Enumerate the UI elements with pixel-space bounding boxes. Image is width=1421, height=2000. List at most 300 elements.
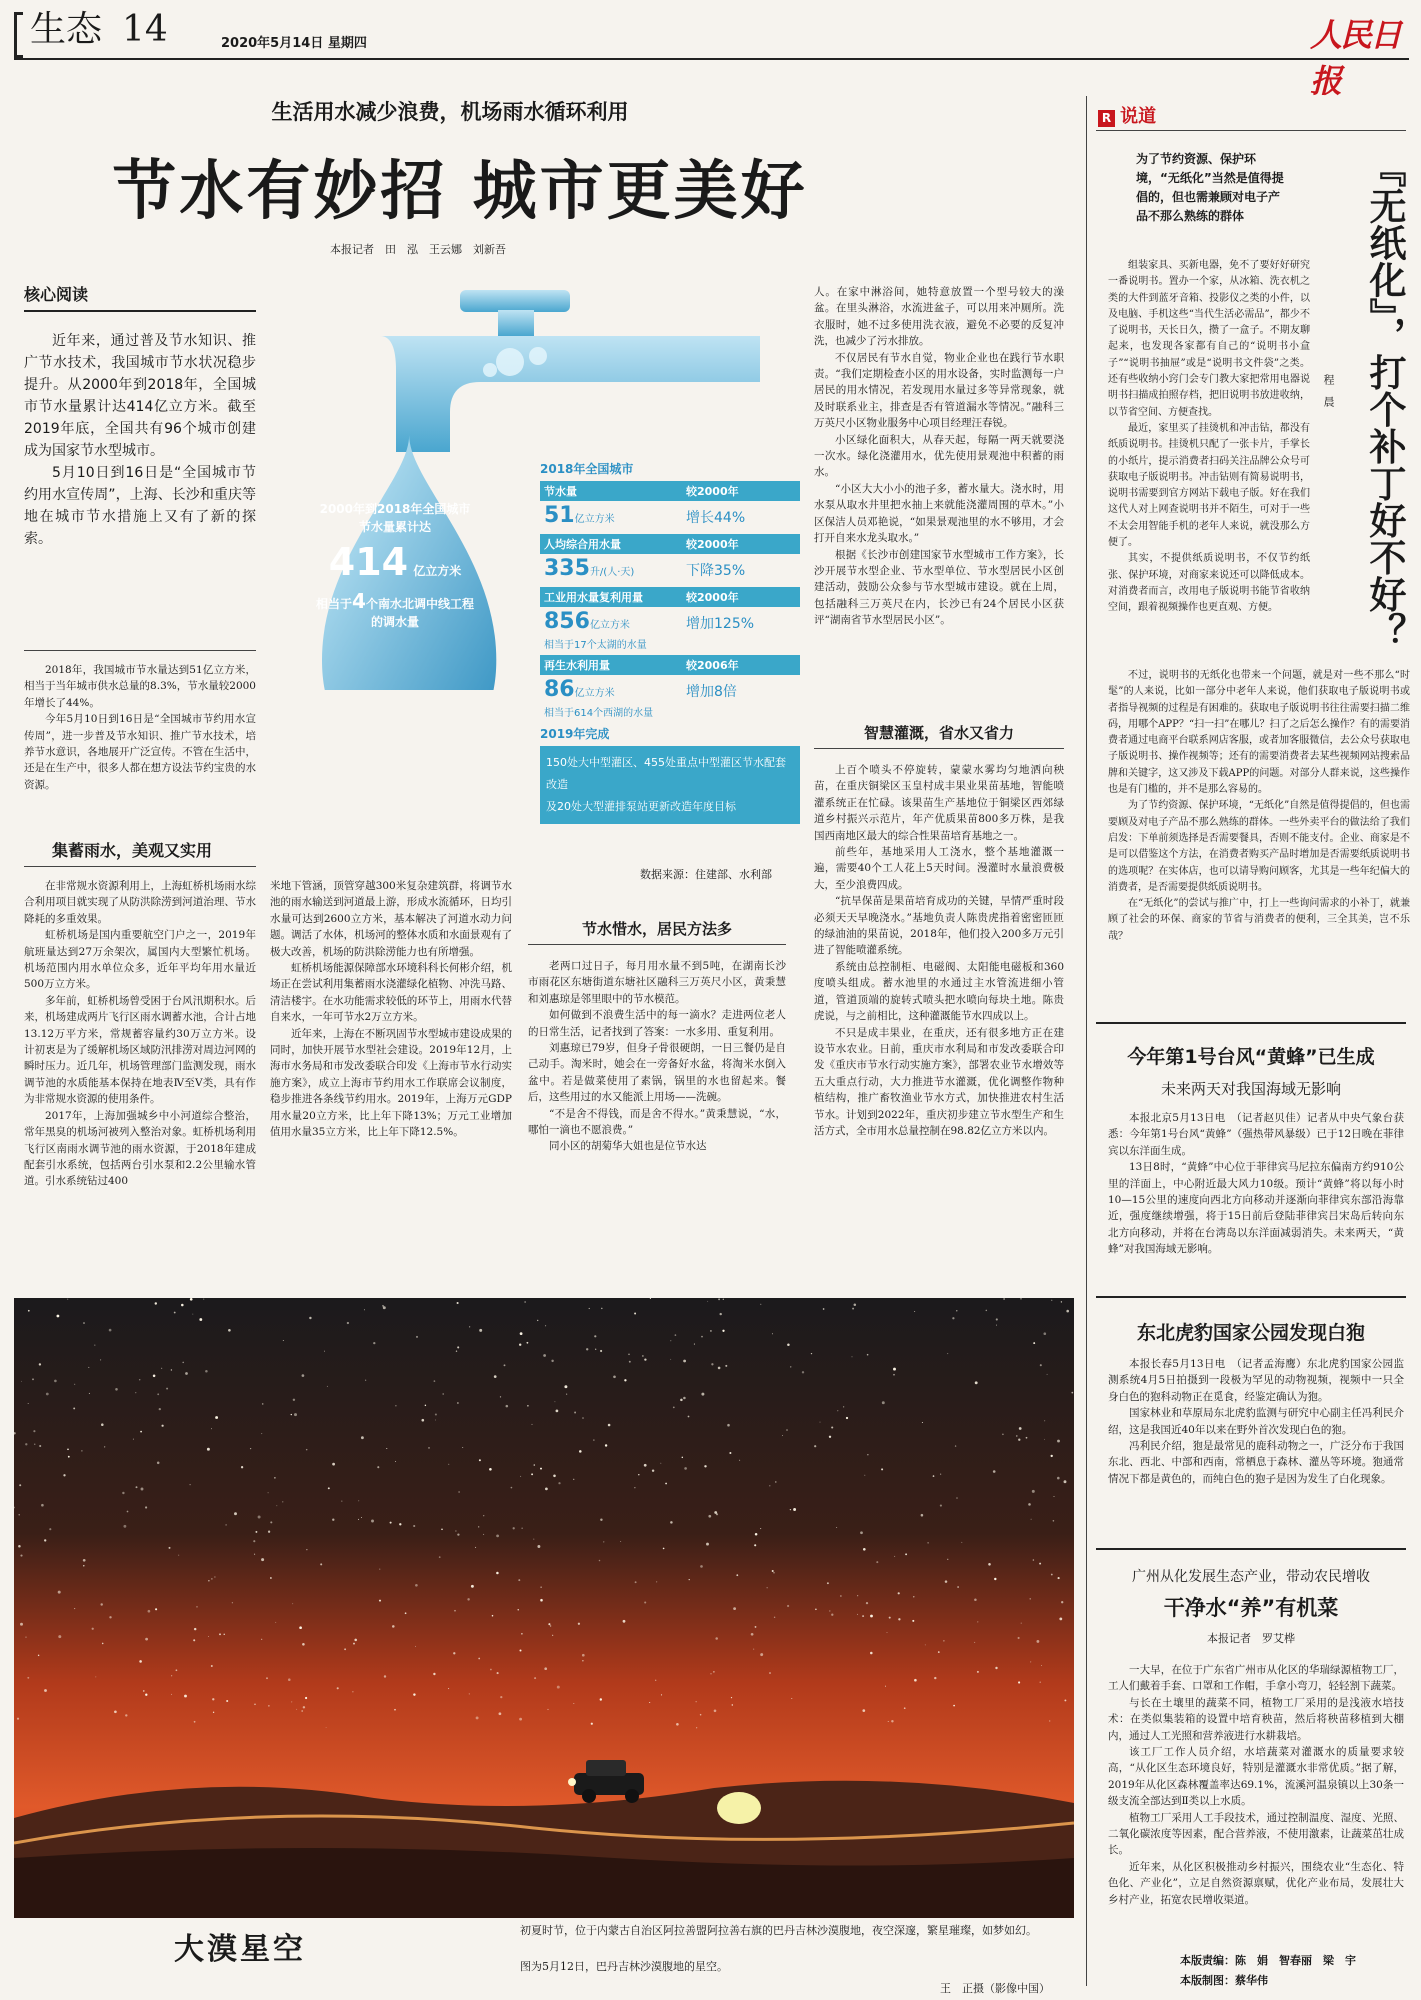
star: [769, 1485, 770, 1486]
col4-p: “小区大大小小的池子多，蓄水量大。浇水时，用水泵从取水井里把水抽上来就能浇灌周围的草木。”小区保洁人员邓艳说，“如果景观池里的水不够用，才会打开自来水龙头取水。”: [814, 482, 1064, 545]
star: [603, 1541, 604, 1542]
sec1-col1: [24, 878, 256, 1282]
star: [386, 1448, 387, 1449]
star: [341, 1500, 342, 1501]
star: [448, 1688, 449, 1689]
veg-byline: 本报记者 罗艾桦: [1207, 1632, 1295, 1645]
star: [320, 1563, 322, 1565]
star: [682, 1457, 683, 1458]
star: [81, 1450, 82, 1451]
star: [628, 1353, 630, 1355]
veg-kicker: 广州从化发展生态产业，带动农民增收: [1132, 1569, 1370, 1585]
issue-date: 2020年5月14日 星期四: [221, 36, 367, 51]
star: [489, 1468, 492, 1471]
star: [159, 1408, 161, 1410]
star: [270, 1577, 272, 1579]
stat-number: 51: [544, 503, 575, 528]
star: [977, 1671, 979, 1673]
column-p: 不过，说明书的无纸化也带来一个问题，就是对一些不那么“时髦”的人来说，比如一部分中老年人来说，他们获取电子版说明书或者指导视频的过程是有困难的。获取电子版说明书往往需要扫描二维码，用哪个APP？“扫一扫”在哪儿？扫了之后怎么操作？有的需要消费者通过电商平台联系网店客服，或者加客服微信，去公众号获取电子版说明书、操作视频等；还有的需要消费者去某些视频网站搜索品牌和关键字，这又涉及下载APP的问题。对部分人群来说，这些操作也是有门槛的，并不是那么容易的。: [1108, 670, 1410, 796]
star: [324, 1351, 325, 1352]
stats-table: [540, 460, 800, 824]
star: [836, 1527, 837, 1528]
drop-stats: [300, 500, 490, 631]
star: [518, 1609, 519, 1610]
core-bottom-rule: [24, 650, 256, 651]
star: [95, 1676, 96, 1677]
star: [1071, 1392, 1073, 1394]
star: [831, 1614, 833, 1616]
star: [725, 1365, 727, 1367]
sec1-c2-p: 虹桥机场能源保障部水环境科科长何彬介绍，机场正在尝试利用集蓄雨水浇灌绿化植物、冲洗马路、清洁楼宇。在水功能需求较低的环节上，用雨水代替自来水，一年可节水2万立方米。: [270, 962, 512, 1024]
star: [898, 1618, 900, 1620]
star: [732, 1704, 733, 1705]
star: [644, 1601, 646, 1603]
star: [58, 1591, 61, 1594]
star: [143, 1690, 144, 1691]
star: [442, 1393, 444, 1395]
column-p: 其实，不提供纸质说明书，不仅节约纸张、保护环境，对商家来说还可以降低成本。对消费者而言，改用电子版说明书能节省收纳空间，跟着视频操作也更直观、方便。: [1108, 553, 1310, 614]
star: [661, 1694, 662, 1695]
star: [496, 1535, 499, 1538]
star: [605, 1444, 607, 1446]
star: [136, 1486, 138, 1488]
col4-b-p: 前些年，基地采用人工浇水，整个基地灌溉一遍，需要40个工人花上5天时间。漫灌时水量浪费极大，至少浪费四成。: [814, 846, 1064, 891]
stat-row: [540, 587, 800, 651]
star: [689, 1579, 690, 1580]
star: [540, 1468, 542, 1470]
lead-intro-p1: 2018年，我国城市节水量达到51亿立方米，相当于当年城市供水总量的8.3%，节水量较2000年增长了44%。: [24, 664, 256, 709]
star: [1053, 1520, 1055, 1522]
star: [190, 1298, 193, 1301]
star: [283, 1340, 284, 1341]
stat-unit: 亿立方米: [574, 688, 615, 699]
star: [727, 1424, 730, 1427]
star: [433, 1673, 435, 1675]
star: [479, 1459, 481, 1461]
star: [266, 1677, 268, 1679]
star: [57, 1315, 60, 1318]
star: [673, 1407, 675, 1409]
star: [1002, 1433, 1004, 1435]
star: [214, 1576, 215, 1577]
star: [772, 1570, 774, 1572]
star: [153, 1375, 156, 1378]
star: [1058, 1577, 1060, 1579]
star: [595, 1349, 596, 1350]
sec2-rule: [528, 944, 786, 945]
lead-intro-p2: 今年5月10日到16日是“全国城市节约用水宣传周”，进一步普及节水知识、推广节水技术，培养节水意识，各地展开广泛宣传。不管在生活中，还是在生产中，很多人都在想方设法节约宝贵的水资源。: [24, 713, 256, 791]
star: [862, 1709, 865, 1712]
star: [755, 1533, 758, 1536]
star: [469, 1326, 470, 1327]
star: [867, 1354, 869, 1356]
star: [888, 1721, 889, 1722]
star: [328, 1487, 330, 1489]
star: [957, 1586, 959, 1588]
star: [68, 1456, 70, 1458]
star: [594, 1335, 596, 1337]
tag-rule: [1096, 130, 1406, 131]
star: [655, 1680, 656, 1681]
star: [299, 1626, 302, 1629]
star: [582, 1417, 584, 1419]
star: [782, 1435, 783, 1436]
star: [574, 1412, 576, 1414]
star: [601, 1308, 603, 1310]
star: [947, 1559, 948, 1560]
drop-title: 2000年到2018年全国城市节水量累计达: [319, 502, 471, 534]
veg-p: 与长在土壤里的蔬菜不同，植物工厂采用的是浅液水培技术：在类似集装箱的设置中培育秧苗，然后将秧苗移植到大棚内，通过人工光照和营养液进行水耕栽培。: [1108, 1696, 1404, 1742]
star: [395, 1405, 396, 1406]
star: [1018, 1439, 1020, 1441]
star: [537, 1545, 540, 1548]
star: [428, 1447, 430, 1449]
star: [537, 1320, 538, 1321]
sec1-c2-p: 米地下管涵，顶管穿越300米复杂建筑群，将调节水池的雨水输送到河道最上游，形成水流循环，日均引水量可达到2600立方米，基本解决了河道水动力问题。调活了水体，机场河的整体水质和水面景观有了极大改善，机场的防洪除涝能力也有所增强。: [270, 880, 512, 958]
star: [309, 1317, 311, 1319]
star: [109, 1616, 111, 1618]
star: [125, 1714, 127, 1716]
sec1-c1-p: 虹桥机场是国内重要航空门户之一，2019年航班量达到27万余架次，属国内大型繁忙机场。机场范围内用水单位众多，近年平均年用水量近500万立方米。: [24, 929, 256, 991]
star: [723, 1299, 724, 1300]
star: [1026, 1437, 1028, 1439]
star: [181, 1304, 184, 1307]
star: [373, 1342, 375, 1344]
star: [582, 1654, 585, 1657]
star: [600, 1350, 602, 1352]
star: [207, 1448, 210, 1451]
star: [714, 1710, 717, 1713]
star: [441, 1529, 443, 1531]
star: [860, 1531, 863, 1534]
star: [416, 1336, 418, 1338]
veg-title: 干净水“养”有机菜: [1163, 1596, 1339, 1620]
star: [171, 1369, 172, 1370]
star: [996, 1325, 997, 1326]
star: [46, 1393, 49, 1396]
star: [377, 1466, 379, 1468]
star: [552, 1635, 553, 1636]
star: [1036, 1640, 1039, 1643]
star: [862, 1615, 864, 1617]
star: [500, 1696, 502, 1698]
star: [701, 1393, 704, 1396]
stat-label: 工业用水量复利用量: [544, 591, 643, 604]
star: [977, 1621, 978, 1622]
star: [145, 1506, 147, 1508]
star: [773, 1572, 774, 1573]
star: [927, 1542, 928, 1543]
star: [332, 1519, 334, 1521]
star: [1039, 1563, 1041, 1565]
star: [453, 1652, 455, 1654]
star: [760, 1304, 761, 1305]
star: [41, 1504, 44, 1507]
star: [905, 1553, 907, 1555]
header-bar: [14, 8, 1414, 100]
star: [961, 1542, 962, 1543]
star: [475, 1547, 476, 1548]
star: [786, 1429, 788, 1431]
star: [820, 1422, 821, 1423]
star: [383, 1306, 386, 1309]
star: [455, 1530, 456, 1531]
faucet-body: [380, 336, 760, 452]
star: [720, 1313, 722, 1315]
star: [145, 1638, 148, 1641]
star: [582, 1660, 583, 1661]
star: [787, 1605, 789, 1607]
star: [139, 1379, 140, 1380]
stat-number: 335: [544, 556, 590, 581]
star: [275, 1622, 276, 1623]
star: [623, 1620, 626, 1623]
star: [504, 1364, 506, 1366]
star: [19, 1484, 21, 1486]
star: [791, 1698, 792, 1699]
stat-compare: 较2000年: [686, 538, 739, 551]
stat-compare: 较2000年: [686, 485, 739, 498]
star: [881, 1468, 883, 1470]
star: [815, 1608, 817, 1610]
star: [169, 1547, 171, 1549]
stat-delta: 增加125%: [686, 616, 755, 632]
star: [1018, 1637, 1020, 1639]
star: [413, 1693, 415, 1695]
star: [83, 1565, 84, 1566]
star: [532, 1424, 533, 1425]
star: [710, 1330, 712, 1332]
star: [21, 1381, 22, 1382]
star: [634, 1313, 636, 1315]
typhoon-title: 今年第1号台风“黄蜂”已生成: [1127, 1046, 1375, 1068]
star: [1051, 1455, 1053, 1457]
star: [354, 1639, 357, 1642]
star: [519, 1344, 521, 1346]
star: [608, 1424, 611, 1427]
star: [192, 1314, 193, 1315]
star: [684, 1467, 687, 1470]
star: [139, 1660, 142, 1663]
star: [193, 1639, 195, 1641]
star: [254, 1554, 255, 1555]
star: [122, 1492, 124, 1494]
sec2-title: 节水惜水，居民方法多: [581, 920, 732, 938]
star: [92, 1628, 94, 1630]
star: [213, 1712, 214, 1713]
star: [922, 1422, 923, 1423]
star: [660, 1463, 661, 1464]
star: [234, 1512, 237, 1515]
star: [171, 1675, 172, 1676]
star: [194, 1721, 196, 1723]
star: [885, 1686, 886, 1687]
star: [644, 1464, 647, 1467]
tag-icon: R: [1098, 110, 1115, 127]
stat-number: 856: [544, 609, 590, 634]
star: [1041, 1665, 1042, 1666]
veg-body: [1108, 1662, 1404, 1930]
star: [462, 1447, 463, 1448]
star: [553, 1475, 556, 1478]
sec1-col2: [270, 878, 512, 1282]
star: [589, 1308, 590, 1309]
star: [83, 1322, 85, 1324]
leopard-p: 国家林业和草原局东北虎豹监测与研究中心副主任冯利民介绍，这是我国近40年以来在野外首次发现白色的狍。: [1108, 1407, 1404, 1436]
stat-row: [540, 655, 800, 719]
star: [261, 1558, 264, 1561]
star: [44, 1539, 46, 1541]
star: [73, 1407, 75, 1409]
col4-rule: [814, 748, 1064, 749]
photo-caption-2: 图为5月12日，巴丹吉林沙漠腹地的星空。: [520, 1960, 728, 1973]
star: [268, 1705, 269, 1706]
star: [993, 1470, 996, 1473]
star: [700, 1565, 703, 1568]
stat-header: [540, 481, 800, 501]
star: [114, 1710, 117, 1713]
star: [405, 1612, 407, 1614]
star: [215, 1416, 218, 1419]
star: [232, 1602, 233, 1603]
star: [540, 1587, 541, 1588]
star: [494, 1375, 497, 1378]
star: [934, 1677, 936, 1679]
col4-sec-title: 智慧灌溉，省水又省力: [863, 724, 1014, 742]
star: [649, 1702, 650, 1703]
star: [893, 1368, 896, 1371]
star: [439, 1556, 441, 1558]
star: [74, 1608, 75, 1609]
star: [435, 1420, 436, 1421]
y2019-label: 2019年完成: [540, 727, 610, 741]
star: [32, 1378, 34, 1380]
star: [652, 1469, 654, 1471]
star: [1031, 1519, 1032, 1520]
star: [731, 1697, 732, 1698]
star: [226, 1700, 228, 1702]
column-title: 『无纸化』，打个补丁好不好？: [1363, 150, 1407, 650]
star: [680, 1399, 683, 1402]
star: [887, 1632, 888, 1633]
drop-note: [300, 589, 490, 631]
star: [1043, 1332, 1046, 1335]
star: [1057, 1440, 1060, 1443]
sec2-p: 刘惠琼已79岁，但身子骨很硬朗，一日三餐仍是自己动手。淘米时，她会在一旁备好水盆，将淘米水倒入盆中。若是做菜使用了素锅，锅里的水也留起来。餐后，这些用过的水又能派上用场——洗碗。: [528, 1042, 786, 1104]
star: [573, 1479, 574, 1480]
star: [707, 1301, 708, 1302]
star: [513, 1527, 515, 1529]
star: [1021, 1623, 1022, 1624]
page-number: 14: [122, 9, 168, 50]
star: [228, 1329, 231, 1332]
star: [294, 1413, 297, 1416]
star: [492, 1615, 494, 1617]
star: [394, 1709, 396, 1711]
star: [940, 1505, 942, 1507]
star: [268, 1492, 269, 1493]
star: [211, 1428, 212, 1429]
star: [866, 1602, 868, 1604]
star: [811, 1353, 812, 1354]
star: [573, 1703, 574, 1704]
star: [457, 1402, 459, 1404]
star: [205, 1370, 208, 1373]
column-tag: [1098, 102, 1156, 128]
star: [863, 1548, 866, 1551]
star: [994, 1578, 996, 1580]
star: [551, 1360, 553, 1362]
star: [127, 1511, 129, 1513]
star: [676, 1723, 679, 1726]
star: [225, 1524, 227, 1526]
star: [635, 1581, 637, 1583]
star: [306, 1449, 308, 1451]
star: [1030, 1598, 1031, 1599]
star: [457, 1346, 459, 1348]
star: [115, 1388, 118, 1391]
star: [1033, 1559, 1035, 1561]
star: [261, 1639, 262, 1640]
star: [988, 1563, 991, 1566]
stat-values: [540, 554, 800, 583]
star: [760, 1528, 761, 1529]
star: [254, 1704, 256, 1706]
star: [831, 1426, 833, 1428]
sec2-p: 如何做到不浪费生活中的每一滴水？走进两位老人的日常生活，记者找到了答案：一水多用、重复利用。: [528, 1009, 786, 1038]
star: [772, 1333, 773, 1334]
leopard-title: 东北虎豹国家公园发现白狍: [1136, 1322, 1365, 1344]
col4-b-p: 上百个喷头不停旋转，蒙蒙水雾均匀地洒向秧苗，在重庆铜梁区玉皇村成丰果业果苗基地，智能喷灌系统正在忙碌。该果苗生产基地位于铜梁区西郊绿道乡村振兴示范片，年产优质果苗800多万株，是我国西南地区最大的综合性果苗培育基地之一。: [814, 764, 1064, 842]
star: [1064, 1480, 1067, 1483]
star: [379, 1600, 381, 1602]
star: [790, 1509, 791, 1510]
y2019-line1: 150处大中型灌区、455处重点中型灌区节水配套改造: [546, 756, 786, 791]
veg-p: 近年来，从化区积极推动乡村振兴，围绕农业“生态化、特色化、产业化”，立足自然资源禀赋，优化产业布局，发展壮大乡村产业，拓宽农民增收渠道。: [1108, 1860, 1404, 1906]
star: [302, 1374, 305, 1377]
star: [361, 1436, 364, 1439]
star: [479, 1329, 482, 1332]
star: [282, 1501, 283, 1502]
star: [270, 1521, 272, 1523]
star: [767, 1587, 768, 1588]
sec1-title: 集蓄雨水，美观又实用: [52, 841, 213, 860]
star: [544, 1667, 547, 1670]
lead-byline: 本报记者 田 泓 王云娜 刘新吾: [330, 243, 506, 256]
star: [683, 1397, 686, 1400]
stat-delta: 下降35%: [686, 563, 746, 579]
star: [624, 1379, 626, 1381]
lead-kicker: 生活用水减少浪费，机场雨水循环利用: [271, 100, 629, 124]
star: [34, 1444, 35, 1445]
stat-row: [540, 481, 800, 530]
star: [276, 1505, 277, 1506]
leopard-p: 本报长春5月13日电 （记者孟海鹰）东北虎豹国家公园监测系统4月5日拍摄到一段极为罕见的动物视频，视频中一只全身白色的狍科动物正在觅食，经鉴定确认为狍。: [1108, 1358, 1404, 1403]
star: [520, 1332, 523, 1335]
star: [521, 1633, 523, 1635]
star: [722, 1330, 724, 1332]
star: [148, 1610, 151, 1613]
star: [211, 1578, 212, 1579]
y2019-line2: 及20处大型灌排泵站更新改造年度目标: [546, 800, 736, 813]
stat-label: 再生水利用量: [544, 659, 610, 672]
star: [974, 1642, 975, 1643]
star: [898, 1592, 900, 1594]
veg-p: 该工厂工作人员介绍，水培蔬菜对灌溉水的质量要求较高，“从化区生态环境良好，特别是灌溉水非常优质。”据了解，2019年从化区森林覆盖率达69.1%，流溪河温泉镇以上30条一级支流全部达到Ⅱ类以上水质。: [1108, 1746, 1404, 1808]
star: [547, 1709, 548, 1710]
typhoon-p: 本报北京5月13日电 （记者赵贝佳）记者从中央气象台获悉：今年第1号台风“黄蜂”（强热带风暴级）已于12日晚在菲律宾以东洋面生成。: [1108, 1112, 1404, 1157]
star: [956, 1310, 957, 1311]
